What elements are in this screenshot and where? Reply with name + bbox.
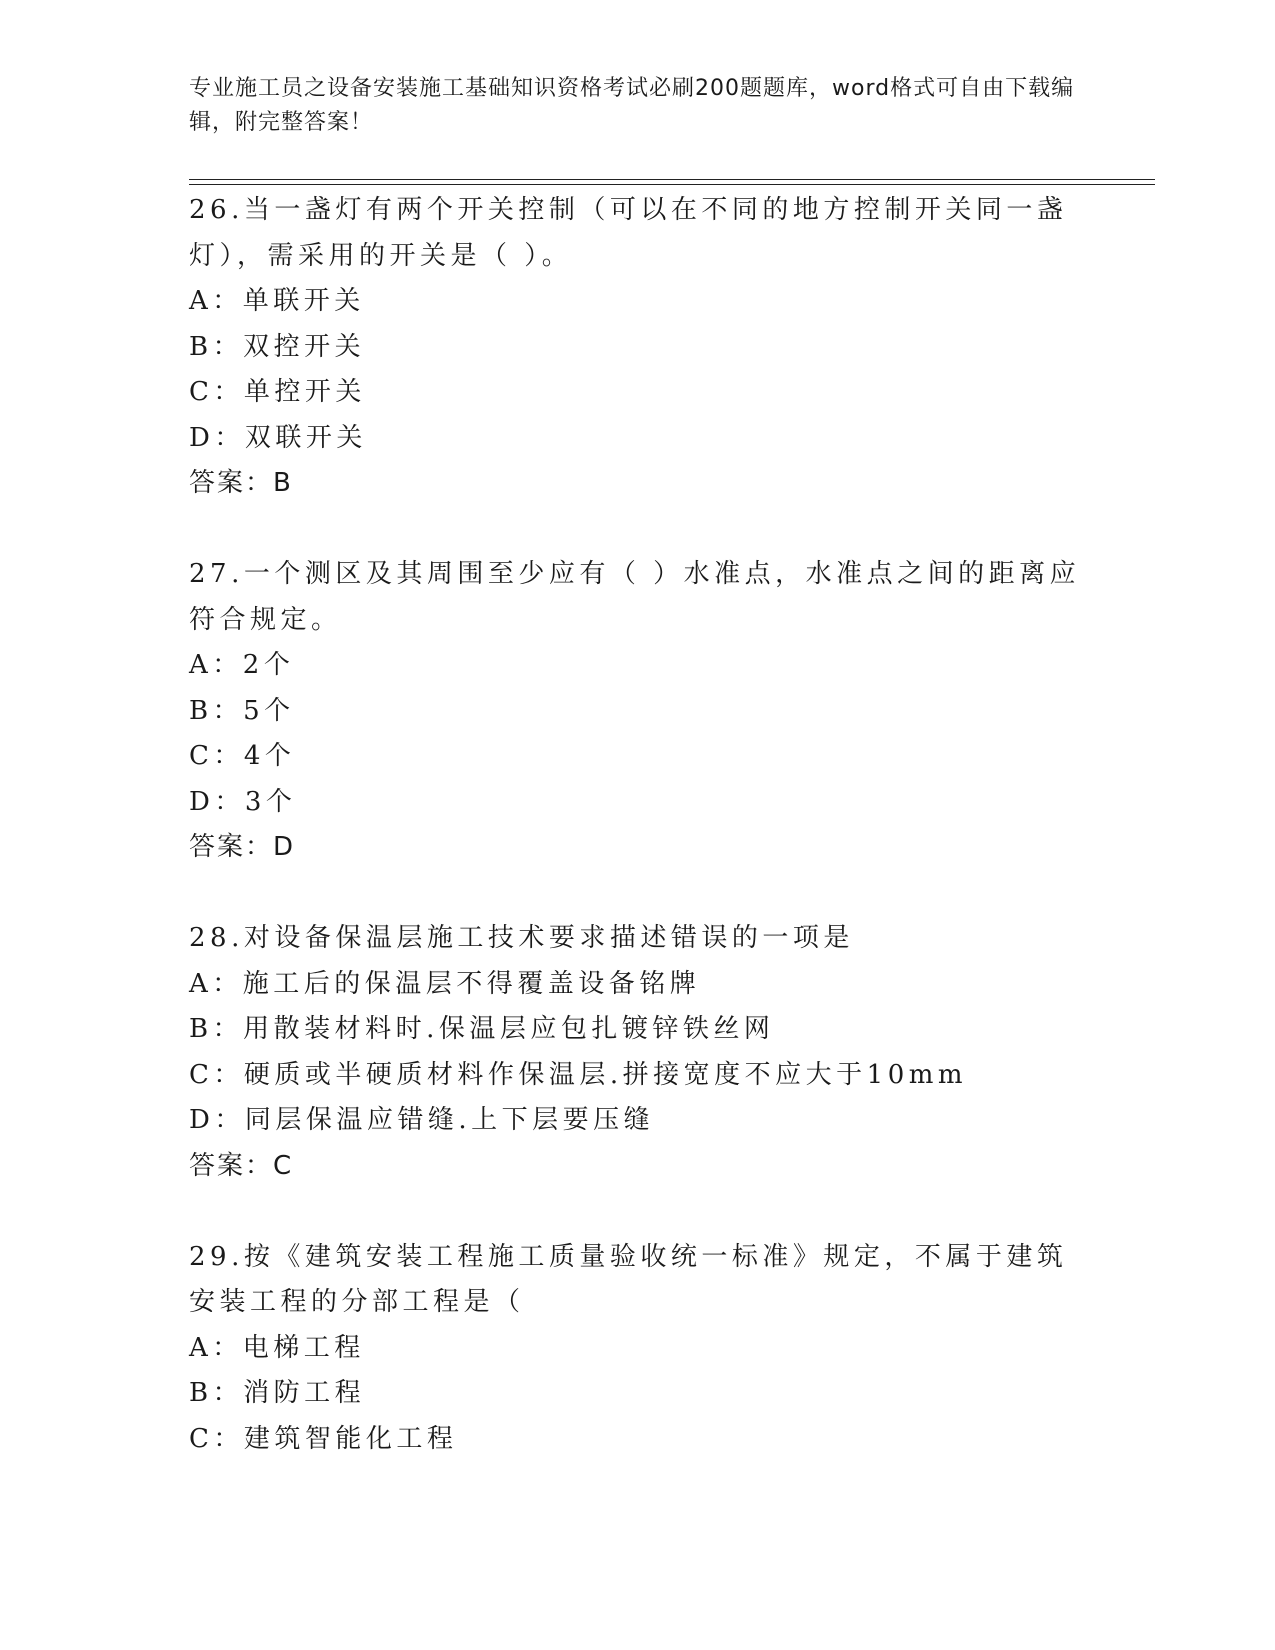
- question-spacer: [189, 507, 1089, 553]
- option-d: D：3个: [189, 786, 297, 817]
- document-title: 专业施工员之设备安装施工基础知识资格考试必刷200题题库，word格式可自由下载编辑，附完整答案！: [189, 76, 1075, 135]
- answer: 答案：D: [189, 832, 296, 862]
- option-a: A：施工后的保温层不得覆盖设备铭牌: [189, 968, 701, 999]
- question-spacer: [189, 871, 1089, 917]
- option-c: C：建筑智能化工程: [189, 1423, 458, 1454]
- header-divider-bottom: [189, 184, 1155, 185]
- option-b: B：双控开关: [189, 331, 366, 362]
- question-26: [189, 188, 1089, 507]
- option-c: C：硬质或半硬质材料作保温层.拼接宽度不应大于10mm: [189, 1059, 968, 1090]
- header-divider-top: [189, 179, 1155, 180]
- option-a: A：2个: [189, 650, 295, 680]
- question-text: 29.按《建筑安装工程施工质量验收统一标准》规定，不属于建筑安装工程的分部工程是（: [189, 1241, 1068, 1317]
- question-spacer: [189, 1189, 1089, 1235]
- option-b: B：用散装材料时.保温层应包扎镀锌铁丝网: [189, 1014, 775, 1044]
- question-text: 26.当一盏灯有两个开关控制（可以在不同的地方控制开关同一盏灯），需采用的开关是（ ）。: [189, 195, 1068, 271]
- question-list: [189, 188, 1089, 1462]
- option-c: C：单控开关: [189, 377, 366, 407]
- option-b: B：5个: [189, 695, 295, 726]
- question-27: [189, 552, 1089, 871]
- answer: 答案：C: [189, 1150, 294, 1181]
- question-text: 27.一个测区及其周围至少应有（ ）水准点，水准点之间的距离应符合规定。: [189, 559, 1081, 635]
- question-text: 28.对设备保温层施工技术要求描述错误的一项是: [189, 923, 854, 953]
- question-28: [189, 916, 1089, 1189]
- document-header: [189, 72, 1089, 140]
- question-29: [189, 1235, 1089, 1463]
- option-d: D：双联开关: [189, 422, 367, 453]
- answer: 答案：B: [189, 468, 293, 498]
- option-a: A：单联开关: [189, 286, 365, 316]
- option-b: B：消防工程: [189, 1378, 366, 1408]
- option-a: A：电梯工程: [189, 1332, 365, 1363]
- option-d: D：同层保温应错缝.上下层要压缝: [189, 1105, 655, 1135]
- option-c: C：4个: [189, 741, 296, 771]
